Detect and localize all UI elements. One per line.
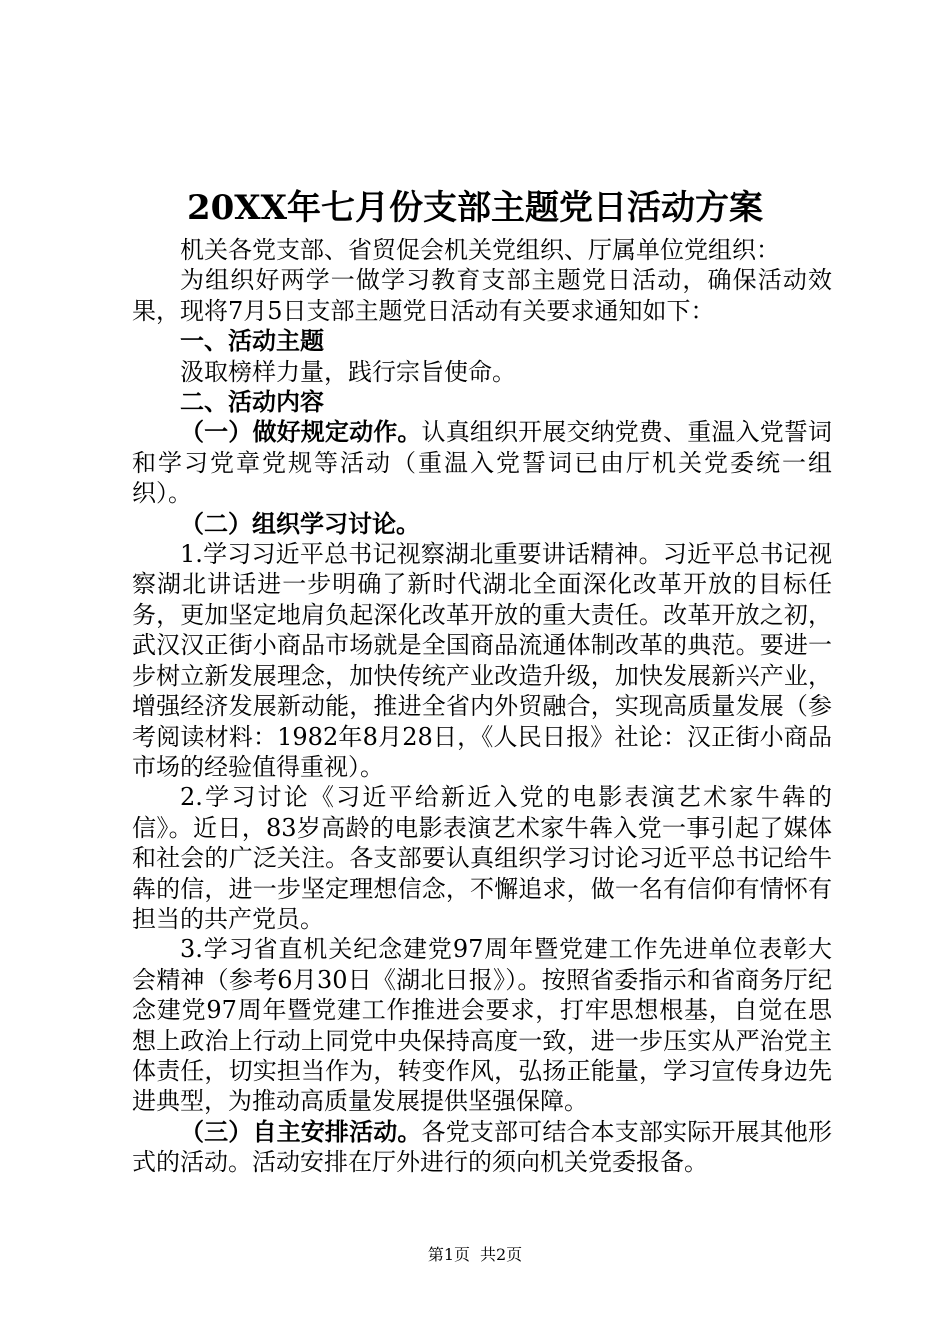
section2-heading: 二、活动内容: [180, 387, 324, 417]
document-body: [132, 235, 832, 1178]
page-footer: [0, 1245, 950, 1265]
item1-paragraph: [132, 417, 832, 508]
page-number: 第1页: [427, 1245, 470, 1264]
document-title: 20XX年七月份支部主题党日活动方案: [186, 188, 764, 228]
item1-text: 认真组织开展交纳党费、重温入党誓词和学习党章党规等活动（重温入党誓词已由厅机关党委统一组织）。: [132, 418, 833, 508]
salutation: 机关各党支部、省贸促会机关党组织、厅属单位党组织：: [180, 236, 780, 264]
point1-paragraph: 1.学习习近平总书记视察湖北重要讲话精神。习近平总书记视察湖北讲话进一步明确了新时代湖北全面深化改革开放的目标任务，更加坚定地肩负起深化改革开放的重大责任。改革开放之初，武汉汉正街小商品市场就是全国商品流通体制改革的典范。要进一步树立新发展理念，加快传统产业改造升级，加快发展新兴产业，增强经济发展新动能，推进全省内外贸融合，实现高质量发展（参考阅读材料：1982年8月28日，《人民日报》社论：汉正街小商品市场的经验值得重视）。: [132, 540, 832, 781]
section1-heading: 一、活动主题: [180, 326, 324, 356]
section1-text: 汲取榜样力量，践行宗旨使命。: [180, 357, 516, 386]
item3-lead: （三）自主安排活动。: [180, 1116, 422, 1146]
point3-paragraph: 3.学习省直机关纪念建党97周年暨党建工作先进单位表彰大会精神（参考6月30日《湖北日报》）。按照省委指示和省商务厅纪念建党97周年暨党建工作推进会要求，打牢思想根基，自觉在思想上政治上行动上同党中央保持高度一致，进一步压实从严治党主体责任，切实担当作为，转变作风，弘扬正能量，学习宣传身边先进典型，为推动高质量发展提供坚强保障。: [132, 935, 832, 1116]
item1-lead: （一）做好规定动作。: [180, 417, 422, 447]
item3-paragraph: [132, 1117, 832, 1178]
point2-paragraph: 2.学习讨论《习近平给新近入党的电影表演艺术家牛犇的信》。近日，83岁高龄的电影表演艺术家牛犇入党一事引起了媒体和社会的广泛关注。各支部要认真组织学习讨论习近平总书记给牛犇的信，进一步坚定理想信念，不懈追求，做一名有信仰有情怀有担当的共产党员。: [132, 783, 832, 933]
item3-text: 各党支部可结合本支部实际开展其他形式的活动。活动安排在厅外进行的须向机关党委报备。: [132, 1117, 833, 1177]
page-total: 共2页: [480, 1245, 523, 1264]
intro-paragraph: 为组织好两学一做学习教育支部主题党日活动，确保活动效果，现将7月5日支部主题党日活动有关要求通知如下：: [132, 266, 832, 325]
item2-lead: （二）组织学习讨论。: [180, 508, 420, 538]
